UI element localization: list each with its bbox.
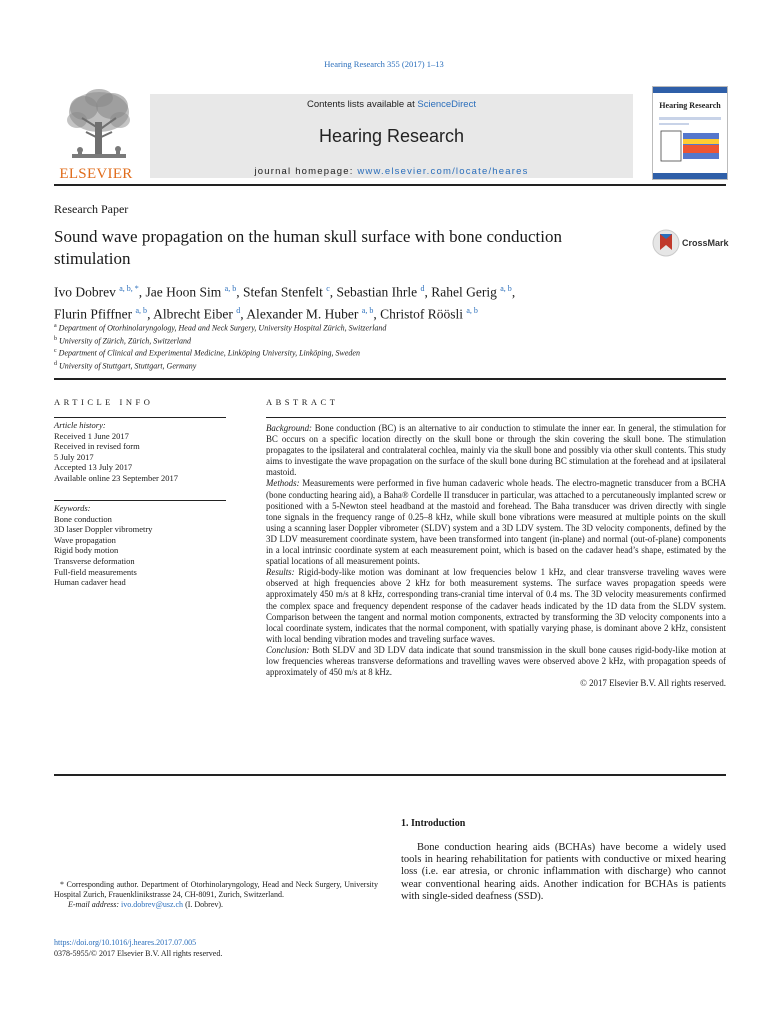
keyword-item[interactable]: Transverse deformation	[54, 555, 135, 566]
contents-line	[150, 99, 633, 110]
abstract-section	[266, 567, 726, 645]
abstract-section-label: Background:	[266, 423, 313, 433]
author-affiliation-marks[interactable]: c	[326, 284, 330, 293]
abstract-section-text: Both SLDV and 3D LDV data indicate that sound transmission in the skull bone causes rigid-body-like motion at low frequencies whereas transverse deformations and travelling waves were observed above 2 kHz, with propagation speeds of approximately of 450 m/s at 8 kHz.	[266, 644, 726, 678]
author-affiliation-marks[interactable]: d	[420, 284, 425, 293]
introduction-paragraph: Bone conduction hearing aids (BCHAs) have become a widely used tools in hearing rehabilitation for patients with conductive or mixed hearing loss (i.e. ear atresia, or chronic inflammation with discharge) who cannot wear conventional hearing aids. Another indication for BCHAs is patients with single-sided deafness (SSD).	[401, 842, 726, 902]
abstract-sections	[266, 423, 726, 678]
keyword-item[interactable]: Full-field measurements	[54, 566, 137, 577]
affiliation-key: c	[54, 348, 57, 355]
keyword-item[interactable]: 3D laser Doppler vibrometry	[54, 524, 153, 535]
page-footer	[54, 938, 222, 959]
keyword-item[interactable]: Bone conduction	[54, 513, 112, 524]
email-line	[54, 900, 378, 910]
corresponding-footnote	[54, 880, 378, 910]
journal-title: Hearing Research	[318, 126, 465, 146]
article-info-heading: ARTICLE INFO	[54, 397, 154, 407]
affiliation-item	[54, 346, 734, 359]
abstract-section	[266, 478, 726, 567]
history-item: Accepted 13 July 2017	[54, 462, 133, 473]
abstract-section-text: Measurements were performed in five human cadaveric whole heads. The electro-magnetic transducer from a BCHA (bone conducting hearing aid), a Baha® Cordelle II transducer in particular, was attached to a percutaneously implanted screw or positioned with a 5-Newton steel headband at the mastoid and forehead. The Baha transducer was driven directly with single tone signals in the frequency range of 0.25–8 kHz, while skull bone vibrations were measured at multiple points on the skull using a scanning laser Doppler vibrometer (SLDV) system and a 3D LDV system. The 3D velocity components, defined by the 3D LDV measurement coordinate system, have been transformed into tangent (in-plane) and normal (out-of-plane) components in a local intrinsic coordinate system at each measurement point, which is based on the cadaver head’s shape, estimated by the spatial locations of all measurement points.	[266, 478, 726, 567]
keywords-block	[54, 503, 226, 588]
affiliation-key: b	[54, 335, 57, 342]
affiliation-item	[54, 359, 734, 372]
affiliation-list	[54, 321, 734, 372]
author-affiliation-marks[interactable]: a, b	[361, 305, 374, 315]
affiliation-item	[54, 334, 734, 347]
keywords-list	[54, 514, 226, 588]
keywords-label: Keywords:	[54, 503, 91, 513]
journal-cover-thumbnail[interactable]	[652, 86, 728, 180]
article-title: Sound wave propagation on the human skull surface with bone conduction stimulation	[54, 227, 562, 268]
author-separator: ,	[373, 306, 381, 321]
history-label: Article history:	[54, 420, 106, 430]
crossmark-label: CrossMark	[682, 238, 729, 248]
affiliation-item	[54, 321, 734, 334]
author-name[interactable]: Sebastian Ihrle	[336, 284, 418, 300]
header-rule	[54, 184, 726, 186]
keyword-item[interactable]: Rigid body motion	[54, 545, 119, 556]
homepage-prefix: journal homepage:	[254, 166, 358, 177]
abstract-copyright: © 2017 Elsevier B.V. All rights reserved.	[580, 678, 726, 689]
author-separator: ,	[236, 284, 243, 300]
introduction-heading: 1. Introduction	[401, 818, 466, 829]
keyword-item[interactable]: Human cadaver head	[54, 577, 126, 588]
issn-line: 0378-5955/© 2017 Elsevier B.V. All rights reserved.	[54, 948, 223, 958]
history-item: Received 1 June 2017	[54, 430, 129, 441]
crossmark-icon	[652, 228, 680, 258]
affiliation-text: University of Stuttgart, Stuttgart, Germany	[59, 361, 197, 371]
article-info-rule	[54, 417, 226, 418]
crossmark-button[interactable]	[652, 228, 732, 260]
abstract-section-text: Bone conduction (BC) is an alternative to air conduction to stimulate the inner ear. In general, the stimulation for BC occurs on a specific location directly on the skull bone or through the skin covering the skull bone. The stimulation propagates to the ipsilateral and contralateral cochlea, mainly via the skull bone and possibly via other skull contents. This study aims to investigate the wave propagation on the surface of the skull bone during BC stimulation at the forehead and at ipsilateral mastoid.	[266, 423, 726, 478]
publisher-name: ELSEVIER	[59, 166, 133, 182]
abstract-section-label: Results:	[266, 567, 295, 578]
author-separator: ,	[511, 284, 516, 300]
author-separator: ,	[138, 284, 146, 300]
affiliation-text: Department of Otorhinolaryngology, Head and Neck Surgery, University Hospital Zürich, Switzerland	[58, 323, 387, 333]
keyword-item[interactable]: Wave propagation	[54, 534, 116, 545]
affiliation-key: d	[54, 360, 57, 367]
elsevier-tree-icon	[62, 88, 136, 164]
author-affiliation-marks[interactable]: a, b	[500, 284, 512, 293]
abstract-rule	[266, 417, 726, 418]
contents-prefix: Contents lists available at	[307, 99, 418, 110]
author-affiliation-marks[interactable]: a, b	[224, 284, 237, 293]
affiliation-text: Department of Clinical and Experimental Medicine, Linköping University, Linköping, Sweden	[58, 348, 360, 358]
history-list	[54, 431, 226, 484]
abstract-section	[266, 423, 726, 478]
article-type: Research Paper	[54, 202, 129, 216]
frontmatter-bottom-rule	[54, 774, 726, 776]
abstract-heading: ABSTRACT	[266, 397, 339, 407]
journal-banner	[150, 94, 633, 178]
abstract-section-text: Rigid-body-like motion was dominant at low frequencies below 1 kHz, and clear transverse traveling waves were observed at high frequencies above 2 kHz for both measurement systems. The surface waves propagation speeds were approximately 450 m/s at 8 kHz, corresponding trans-cranial time interval of 0.4 ms. The 3D velocity measurements confirmed the complex space and frequency dependent response of the cadaver heads indicated by the 1D data from the SLDV system. Comparison between the tangent and normal motion components, extracted by transforming the 3D velocity components into a local coordinate system, indicates that the normal component, with spatially varying phase, is dominant above 2 kHz, consistent with local bending vibration modes and traveling surface waves.	[266, 567, 726, 644]
author-name[interactable]: Rahel Gerig	[431, 284, 497, 300]
email-label: E-mail address:	[68, 900, 122, 909]
author-name[interactable]: Christof Röösli	[380, 306, 463, 321]
article-info	[54, 420, 226, 484]
abstract-section-label: Methods:	[266, 478, 300, 489]
cover-title: Hearing Research	[659, 101, 721, 110]
sciencedirect-link[interactable]: ScienceDirect	[417, 99, 476, 110]
doi-link[interactable]: https://doi.org/10.1016/j.heares.2017.07.005	[54, 938, 197, 947]
abstract-section-label: Conclusion:	[266, 644, 310, 655]
abstract-section	[266, 645, 726, 678]
author-separator: ,	[147, 306, 154, 321]
author-name[interactable]: Ivo Dobrev	[54, 284, 116, 300]
affiliation-key: a	[54, 323, 57, 329]
frontmatter-top-rule	[54, 378, 726, 380]
author-affiliation-marks[interactable]: d	[236, 305, 241, 315]
cover-art-icon	[653, 87, 727, 179]
introduction-text	[401, 842, 726, 903]
author-name[interactable]: Flurin Pfiffner	[54, 306, 133, 321]
corresponding-author: * Corresponding author. Department of Otorhinolaryngology, Head and Neck Surgery, University Hospital Zurich, Frauenklinikstrasse 24, CH-8091, Zurich, Switzerland.	[54, 880, 378, 899]
history-item: Available online 23 September 2017	[54, 472, 179, 483]
author-affiliation-marks[interactable]: a, b	[466, 305, 478, 315]
homepage-link[interactable]: www.elsevier.com/locate/heares	[357, 166, 529, 177]
author-affiliation-marks[interactable]: a, b, *	[119, 284, 139, 293]
author-name[interactable]: Stefan Stenfelt	[242, 284, 323, 300]
author-name[interactable]: Albrecht Eiber	[153, 306, 233, 321]
author-list	[54, 280, 734, 323]
author-separator: ,	[240, 306, 247, 321]
journal-header	[54, 86, 726, 180]
history-item: 5 July 2017	[54, 451, 94, 462]
email-link[interactable]: ivo.dobrev@usz.ch	[121, 900, 184, 909]
author-affiliation-marks[interactable]: a, b	[135, 305, 148, 315]
email-suffix: (I. Dobrev).	[183, 900, 224, 909]
keywords-rule	[54, 500, 226, 501]
elsevier-logo[interactable]	[54, 86, 144, 180]
journal-citation[interactable]: Hearing Research 355 (2017) 1–13	[324, 59, 444, 69]
abstract-body	[266, 423, 726, 689]
homepage-line	[150, 166, 633, 177]
affiliation-text: University of Zürich, Zürich, Switzerland	[59, 336, 191, 346]
author-name[interactable]: Alexander M. Huber	[246, 306, 359, 321]
author-separator: ,	[424, 284, 432, 300]
history-item: Received in revised form	[54, 441, 140, 452]
author-separator: ,	[329, 284, 337, 300]
author-name[interactable]: Jae Hoon Sim	[145, 284, 222, 300]
